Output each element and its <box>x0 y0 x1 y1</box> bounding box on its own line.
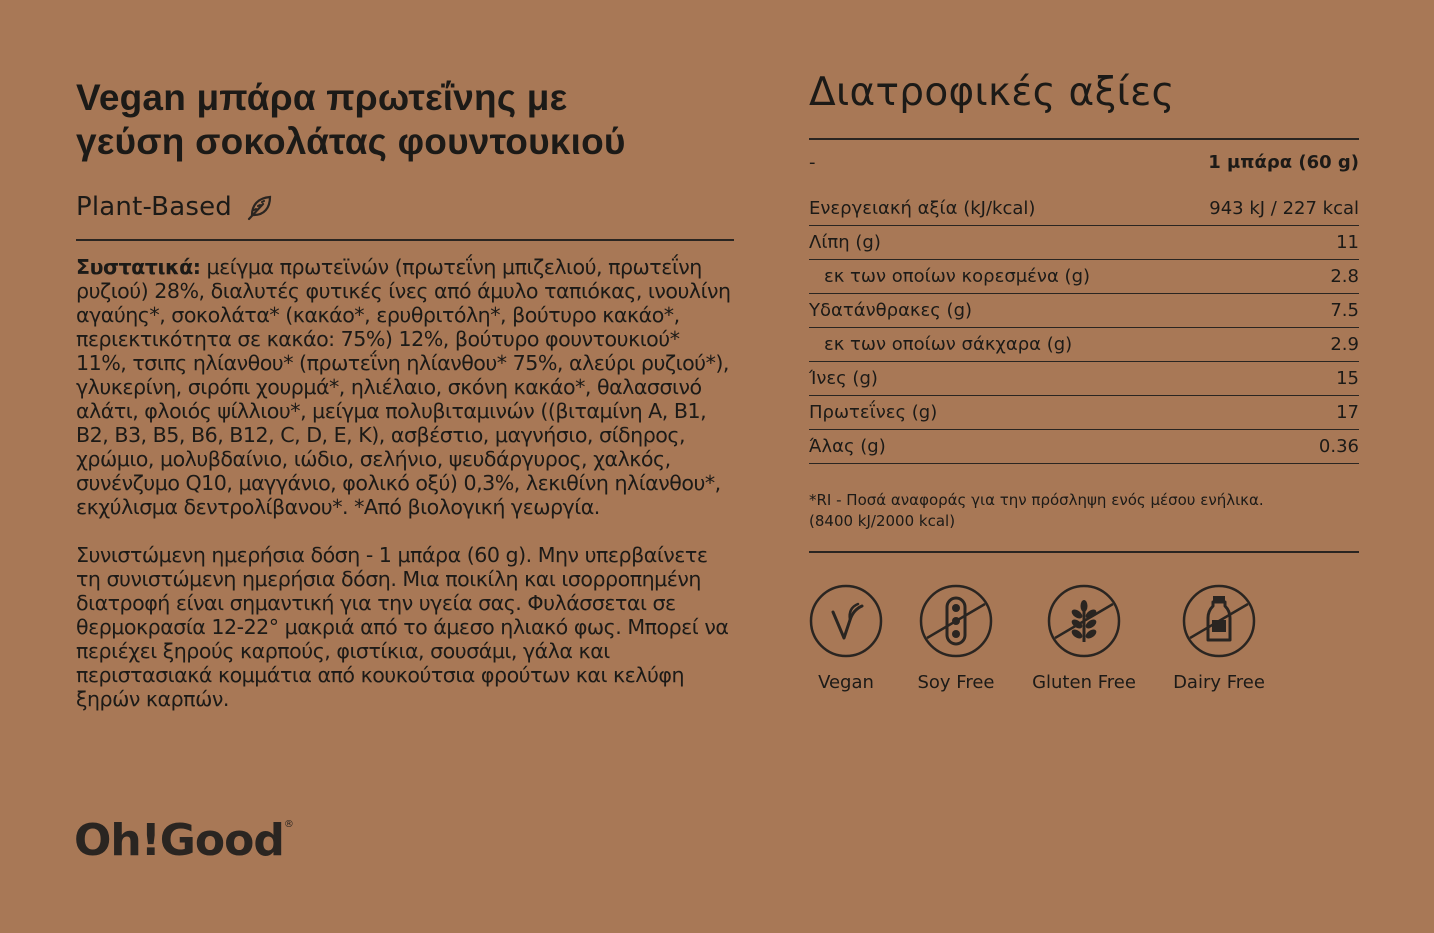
brand-logo-text: Oh!Good <box>74 815 284 866</box>
nutrient-value: 2.8 <box>1168 260 1359 294</box>
nutrition-row <box>809 328 1359 362</box>
footnote-line2: (8400 kJ/2000 kcal) <box>809 512 956 530</box>
nutrition-row <box>809 430 1359 464</box>
nutrition-row <box>809 192 1359 226</box>
dairy-free-icon <box>1182 584 1256 658</box>
nutrition-title: Διατροφικές αξίες <box>809 70 1175 115</box>
nutrient-value: 0.36 <box>1168 430 1359 464</box>
nutrition-row <box>809 260 1359 294</box>
nutrition-row <box>809 294 1359 328</box>
diet-badges <box>809 584 1359 704</box>
nutrition-header <box>809 140 1359 184</box>
product-title-line1: Vegan μπάρα πρωτεΐνης με <box>76 77 568 118</box>
nutrient-label: Υδατάνθρακες (g) <box>809 294 1168 328</box>
subtitle-row <box>76 189 734 225</box>
leaf-icon <box>246 193 274 221</box>
nutrient-label: Άλας (g) <box>809 430 1168 464</box>
nutrient-label: εκ των οποίων σάκχαρα (g) <box>809 328 1168 362</box>
nutrient-value: 7.5 <box>1168 294 1359 328</box>
ingredients-label: Συστατικά: <box>76 255 201 279</box>
badge-label: Vegan <box>818 672 874 693</box>
nutrient-value: 15 <box>1168 362 1359 396</box>
ingredients-text: μείγμα πρωτεϊνών (πρωτεΐνη μπιζελιού, πρωτεΐνη ρυζιού) 28%, διαλυτές φυτικές ίνες από άμυλο ταπιόκας, ινουλίνη αγαύης*, σοκολάτα* (κακάο*, ερυθριτόλη*, βούτυρο κακάο*, περιεκτικότητα σε κακάο: 75%) 12%, βούτυρο φουντουκιού* 11%, τσιπς ηλίανθου* (πρωτεΐνη ηλίανθου* 75%, αλεύρι ρυζιού*), γλυκερίνη, σιρόπι χουρμά*, ηλιέλαιο, σκόνη κακάο*, θαλασσινό αλάτι, φλοιός ψίλλιου*, μείγμα πολυβιταμινών ((βιταμίνη A, B1, B2, B3, B5, B6, B12, C, D, E, K), ασβέστιο, μαγνήσιο, σίδηρος, χρώμιο, μολυβδαίνιο, ιώδιο, σελήνιο, ψευδάργυρος, χαλκός, συνένζυμο Q10, μαγγάνιο, φολικό οξύ) 0,3%, λεκιθίνη ηλίανθου*, εκχύλισμα δεντρολίβανου*. *Από βιολογική γεωργία. <box>76 255 731 519</box>
badge-label: Gluten Free <box>1032 672 1136 693</box>
nutrition-header-serving: 1 μπάρα (60 g) <box>1208 151 1359 173</box>
nutrient-value: 2.9 <box>1168 328 1359 362</box>
soy-free-icon <box>919 584 993 658</box>
nutrient-label: Λίπη (g) <box>809 226 1168 260</box>
product-subtitle: Plant-Based <box>76 192 232 222</box>
nutrient-value: 943 kJ / 227 kcal <box>1168 192 1359 226</box>
usage-paragraph: Συνιστώμενη ημερήσια δόση - 1 μπάρα (60 g). Μην υπερβαίνετε τη συνιστώμενη ημερήσια δόση. Μια ποικίλη και ισορροπημένη διατροφή είναι σημαντική για την υγεία σας. Φυλάσσεται σε θερμοκρασία 12-22° μακριά από το άμεσο ηλιακό φως. Μπορεί να περιέχει ξηρούς καρπούς, φιστίκια, σουσάμι, γάλα και περιστασιακά κομμάτια από κουκούτσια φρούτων και κελύφη ξηρών καρπών. <box>76 543 729 711</box>
nutrition-row <box>809 396 1359 430</box>
nutrient-label: Ενεργειακή αξία (kJ/kcal) <box>809 192 1168 226</box>
nutrition-row <box>809 362 1359 396</box>
nutrient-label: Ίνες (g) <box>809 362 1168 396</box>
ingredients-paragraph <box>76 255 734 519</box>
nutrient-value: 17 <box>1168 396 1359 430</box>
nutrition-panel <box>809 70 1359 553</box>
vegan-icon <box>809 584 883 658</box>
product-info <box>76 76 734 711</box>
nutrition-header-left: - <box>809 151 816 173</box>
brand-logo <box>74 815 293 866</box>
badge-soy-free <box>917 584 995 693</box>
product-title-line2: γεύση σοκολάτας φουντουκιού <box>76 121 626 162</box>
nutrient-label: εκ των οποίων κορεσμένα (g) <box>809 260 1168 294</box>
badge-label: Soy Free <box>917 672 995 693</box>
ri-footnote <box>809 490 1359 532</box>
nutrition-table <box>809 192 1359 464</box>
badge-vegan <box>809 584 883 693</box>
nutrient-value: 11 <box>1168 226 1359 260</box>
product-title <box>76 76 734 164</box>
nutrient-label: Πρωτεΐνες (g) <box>809 396 1168 430</box>
divider <box>76 239 734 241</box>
divider <box>809 551 1359 553</box>
gluten-free-icon <box>1047 584 1121 658</box>
registered-mark: ® <box>283 819 293 830</box>
footnote-line1: *RI - Ποσά αναφοράς για την πρόσληψη ενός μέσου ενήλικα. <box>809 491 1264 509</box>
badge-dairy-free <box>1171 584 1267 693</box>
badge-gluten-free <box>1029 584 1139 693</box>
nutrition-row <box>809 226 1359 260</box>
badge-label: Dairy Free <box>1173 672 1265 693</box>
